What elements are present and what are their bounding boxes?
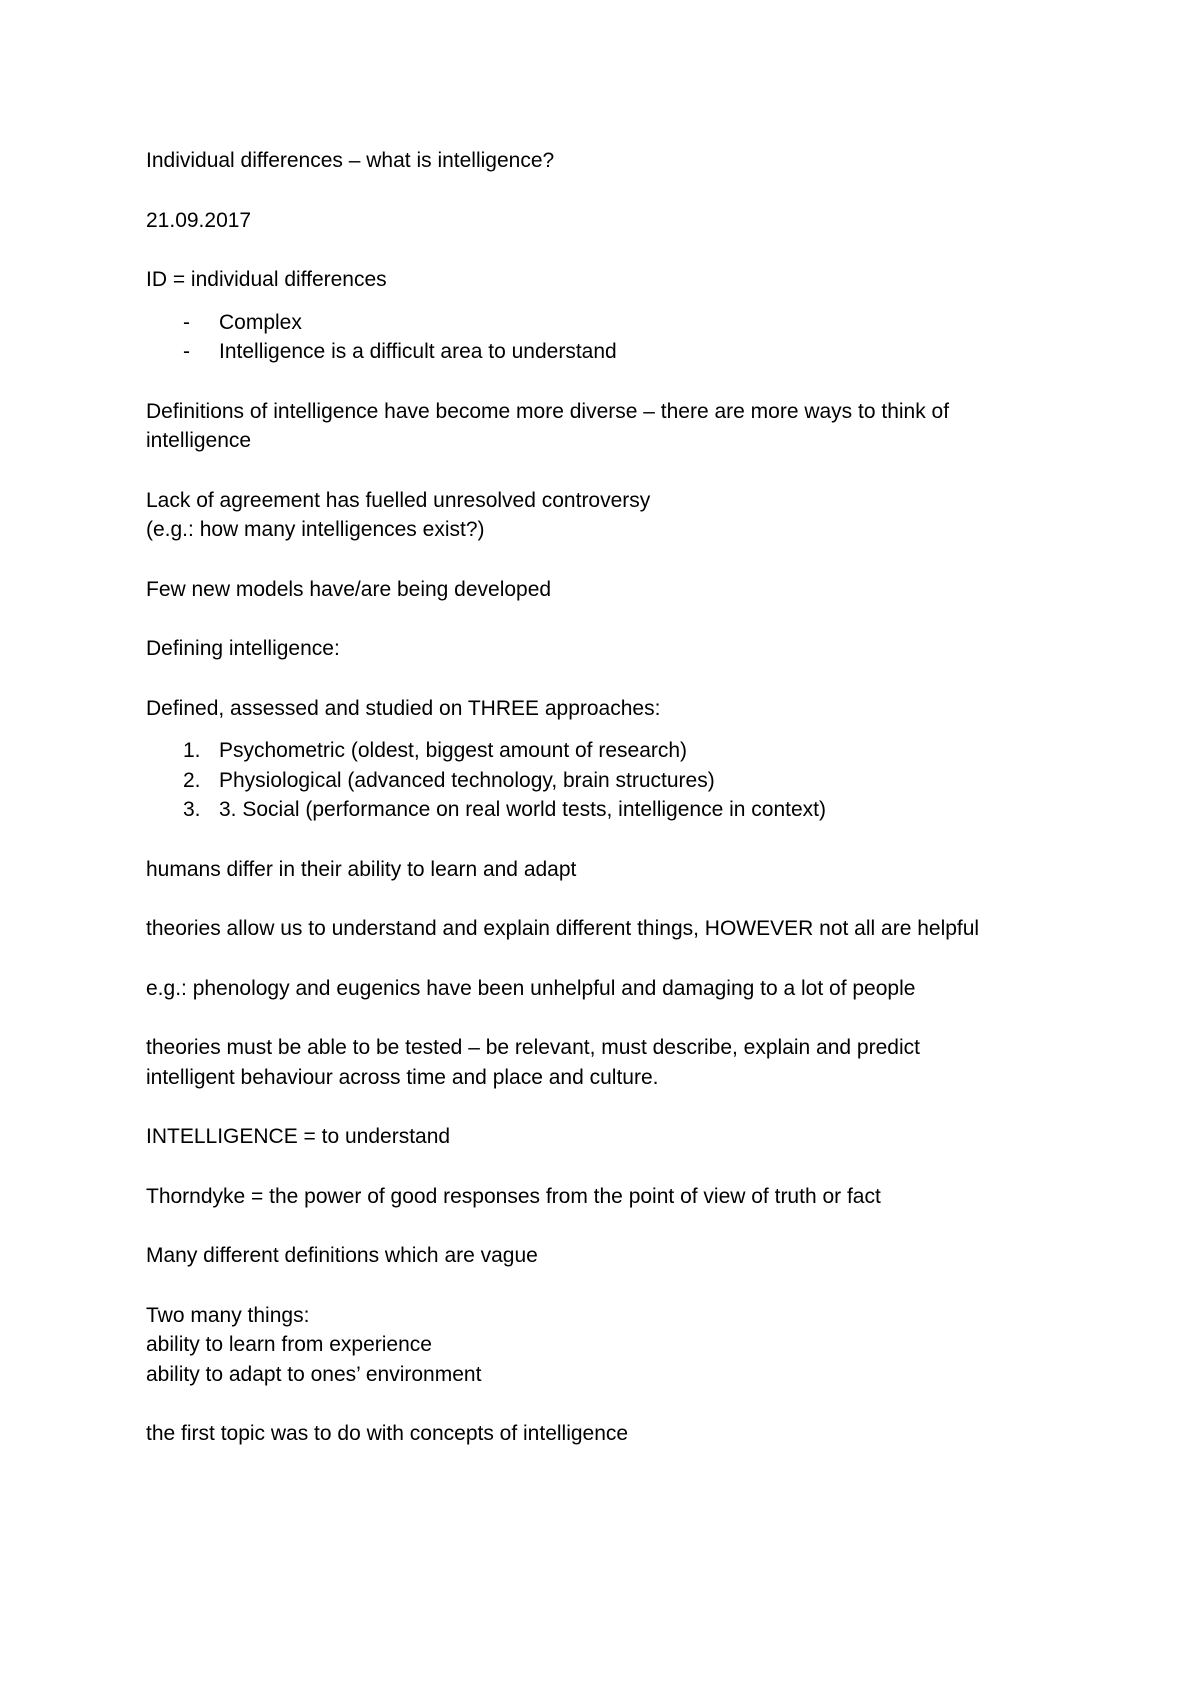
list-item <box>146 766 1066 796</box>
few-models-paragraph: Few new models have/are being developed <box>146 577 552 601</box>
list-item <box>146 736 1066 766</box>
humans-differ-paragraph: humans differ in their ability to learn and adapt <box>146 857 577 881</box>
list-marker: 1. <box>183 739 201 762</box>
list-item-text: Psychometric (oldest, biggest amount of research) <box>219 739 688 762</box>
thorndyke-definition: Thorndyke = the power of good responses from the point of view of truth or fact <box>146 1184 881 1208</box>
list-item-text: Physiological (advanced technology, brain structures) <box>219 768 715 792</box>
id-definition: ID = individual differences <box>146 268 387 291</box>
definitions-paragraph: Definitions of intelligence have become more diverse – there are more ways to think of intelligence <box>146 399 950 452</box>
many-definitions-paragraph: Many different definitions which are vague <box>146 1244 538 1267</box>
list-marker: - <box>183 340 190 363</box>
approaches-list <box>146 736 1066 825</box>
approaches-intro: Defined, assessed and studied on THREE approaches: <box>146 696 661 720</box>
theories-tested-paragraph: theories must be able to be tested – be relevant, must describe, explain and predict intelligent behaviour across time and place and culture. <box>146 1036 920 1089</box>
list-item <box>146 795 1066 825</box>
list-item-text: 3. Social (performance on real world tests, intelligence in context) <box>219 798 826 821</box>
list-marker: 2. <box>183 768 201 792</box>
document-date: 21.09.2017 <box>146 208 252 232</box>
list-item-text: Intelligence is a difficult area to understand <box>219 340 617 363</box>
two-things-paragraph: Two many things: ability to learn from experience ability to adapt to ones’ environment <box>146 1303 482 1386</box>
defining-heading: Defining intelligence: <box>146 637 340 660</box>
list-item-text: Complex <box>219 310 302 334</box>
document-body <box>146 146 1066 1479</box>
list-marker: - <box>183 310 190 334</box>
example-paragraph: e.g.: phenology and eugenics have been unhelpful and damaging to a lot of people <box>146 976 916 1000</box>
first-topic-paragraph: the first topic was to do with concepts of intelligence <box>146 1422 629 1445</box>
bullet-list <box>146 308 1066 367</box>
list-item <box>146 337 1066 367</box>
list-item <box>146 308 1066 338</box>
list-marker: 3. <box>183 798 201 821</box>
intelligence-definition: INTELLIGENCE = to understand <box>146 1125 451 1148</box>
theories-allow-paragraph: theories allow us to understand and explain different things, HOWEVER not all are helpful <box>146 917 980 940</box>
document-title: Individual differences – what is intelligence? <box>146 149 555 172</box>
agreement-paragraph: Lack of agreement has fuelled unresolved controversy (e.g.: how many intelligences exist?) <box>146 488 651 541</box>
